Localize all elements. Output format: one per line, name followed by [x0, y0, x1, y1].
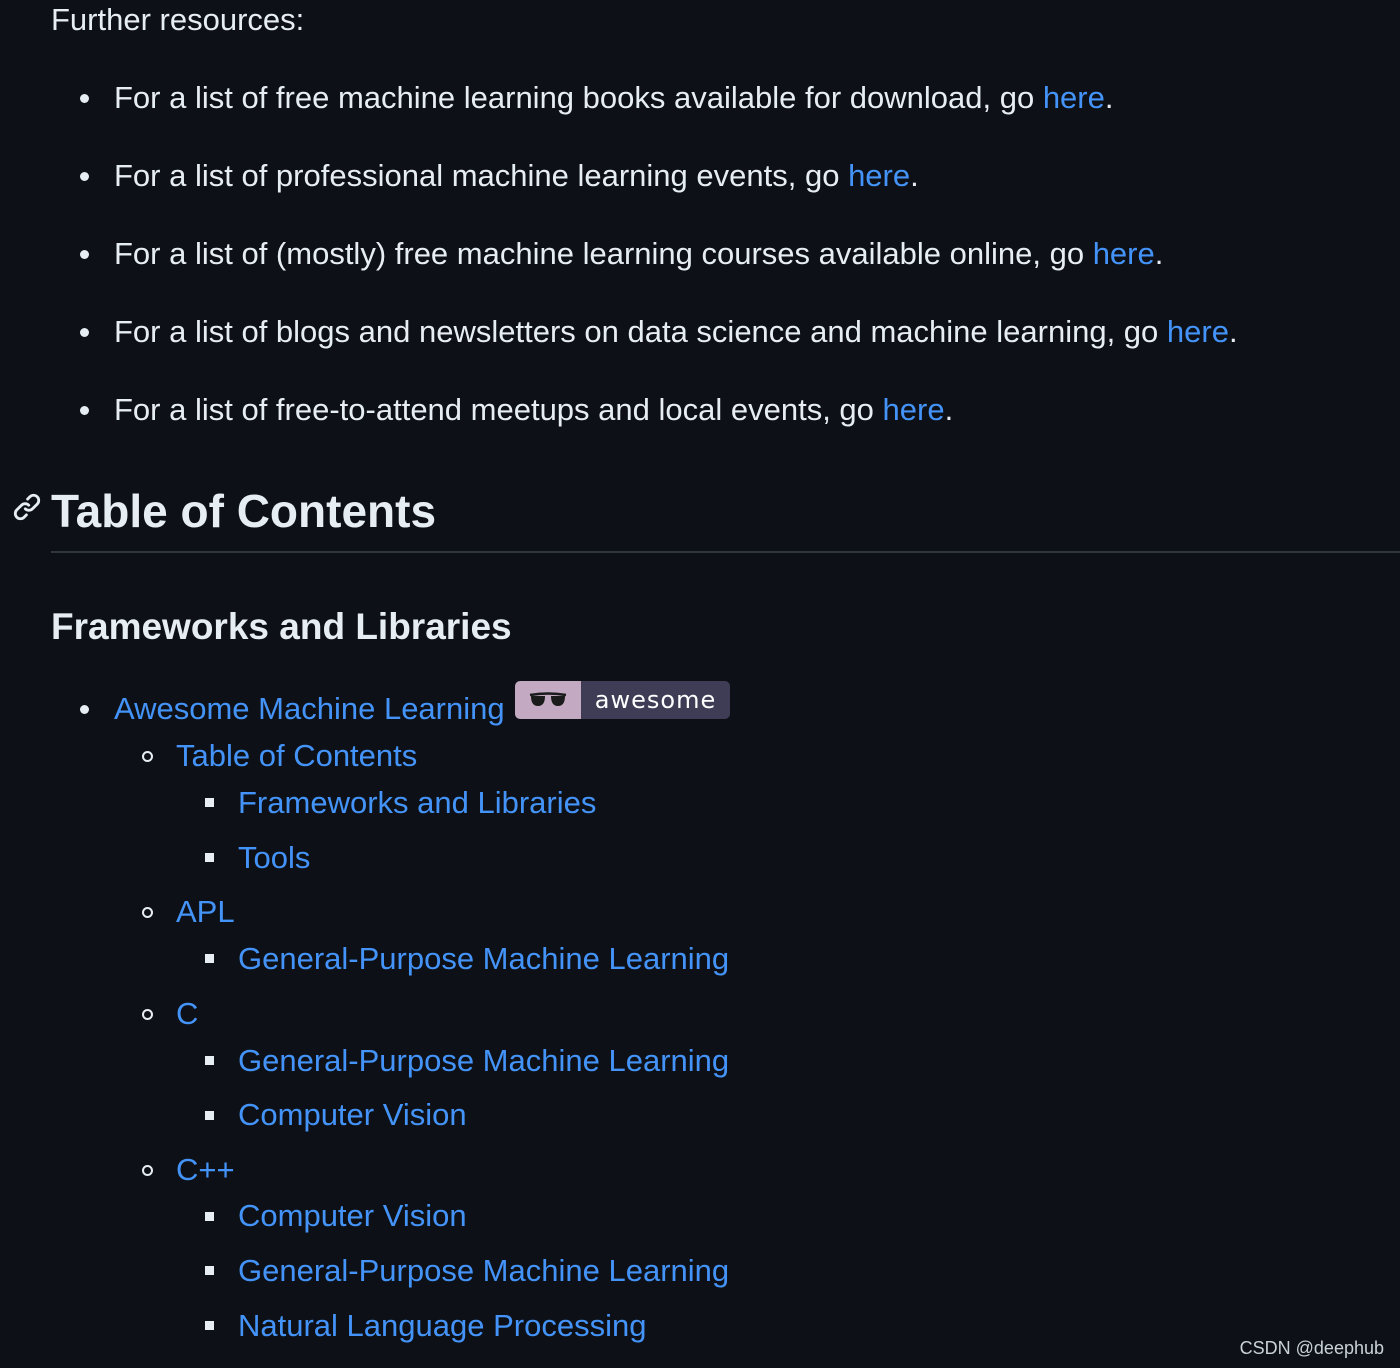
bullet-disc-icon [80, 94, 89, 103]
frameworks-libraries-heading: Frameworks and Libraries [51, 606, 512, 647]
badge-label: awesome [581, 681, 730, 719]
bullet-circle-icon [142, 907, 153, 918]
bullet-disc-icon [80, 250, 89, 259]
toc-link-frameworks-libraries[interactable]: Frameworks and Libraries [238, 785, 597, 820]
resource-suffix: . [944, 392, 954, 427]
resource-suffix: . [1154, 236, 1164, 271]
resource-suffix: . [1228, 314, 1238, 349]
bullet-square-icon [205, 1321, 214, 1330]
bullet-disc-icon [80, 705, 89, 714]
resource-item-courses [0, 234, 1238, 274]
toc-link-tools[interactable]: Tools [238, 840, 311, 875]
toc-link-cpp-computer-vision[interactable]: Computer Vision [238, 1198, 467, 1233]
toc-link-apl-general-purpose[interactable]: General-Purpose Machine Learning [238, 941, 730, 976]
awesome-badge[interactable] [515, 681, 730, 719]
resource-item-books [0, 78, 1238, 118]
resource-link-meetups[interactable]: here [882, 392, 945, 427]
resource-link-events[interactable]: here [848, 158, 911, 193]
bullet-disc-icon [80, 172, 89, 181]
sunglasses-icon [515, 681, 581, 719]
bullet-disc-icon [80, 328, 89, 337]
bullet-square-icon [205, 954, 214, 963]
resource-link-books[interactable]: here [1042, 80, 1105, 115]
further-resources-label: Further resources: [51, 2, 305, 37]
resource-text: For a list of free-to-attend meetups and local events, go [114, 392, 883, 427]
toc-link-c[interactable]: C [176, 996, 199, 1031]
bullet-circle-icon [142, 1165, 153, 1176]
resource-item-blogs [0, 312, 1238, 352]
bullet-square-icon [205, 1266, 214, 1275]
toc-link-awesome-ml[interactable]: Awesome Machine Learning [114, 691, 505, 726]
table-of-contents-heading: Table of Contents [51, 485, 437, 537]
bullet-square-icon [205, 798, 214, 807]
bullet-square-icon [205, 853, 214, 862]
bullet-disc-icon [80, 406, 89, 415]
toc-link-cpp-general-purpose[interactable]: General-Purpose Machine Learning [238, 1253, 730, 1288]
resource-suffix: . [1104, 80, 1114, 115]
resource-text: For a list of blogs and newsletters on data science and machine learning, go [114, 314, 1167, 349]
heading-divider [51, 551, 1400, 553]
resource-text: For a list of free machine learning books available for download, go [114, 80, 1043, 115]
bullet-circle-icon [142, 751, 153, 762]
resource-link-courses[interactable]: here [1092, 236, 1155, 271]
resource-link-blogs[interactable]: here [1166, 314, 1229, 349]
toc-link-apl[interactable]: APL [176, 894, 235, 929]
resource-item-meetups [0, 390, 1238, 430]
resource-text: For a list of professional machine learning events, go [114, 158, 849, 193]
bullet-square-icon [205, 1111, 214, 1120]
toc-link-c-general-purpose[interactable]: General-Purpose Machine Learning [238, 1043, 730, 1078]
resource-item-events [0, 156, 1238, 196]
resource-text: For a list of (mostly) free machine learning courses available online, go [114, 236, 1093, 271]
resource-suffix: . [910, 158, 919, 193]
bullet-square-icon [205, 1056, 214, 1065]
bullet-square-icon [205, 1212, 214, 1221]
toc-link-cpp[interactable]: C++ [176, 1152, 235, 1187]
toc-link-cpp-nlp[interactable]: Natural Language Processing [238, 1308, 647, 1343]
watermark: CSDN @deephub [1239, 1338, 1384, 1358]
link-anchor-icon[interactable] [12, 492, 42, 522]
further-resources-list [0, 78, 1238, 468]
toc-link-c-computer-vision[interactable]: Computer Vision [238, 1097, 467, 1132]
toc-link-table-of-contents[interactable]: Table of Contents [176, 738, 418, 773]
bullet-circle-icon [142, 1009, 153, 1020]
